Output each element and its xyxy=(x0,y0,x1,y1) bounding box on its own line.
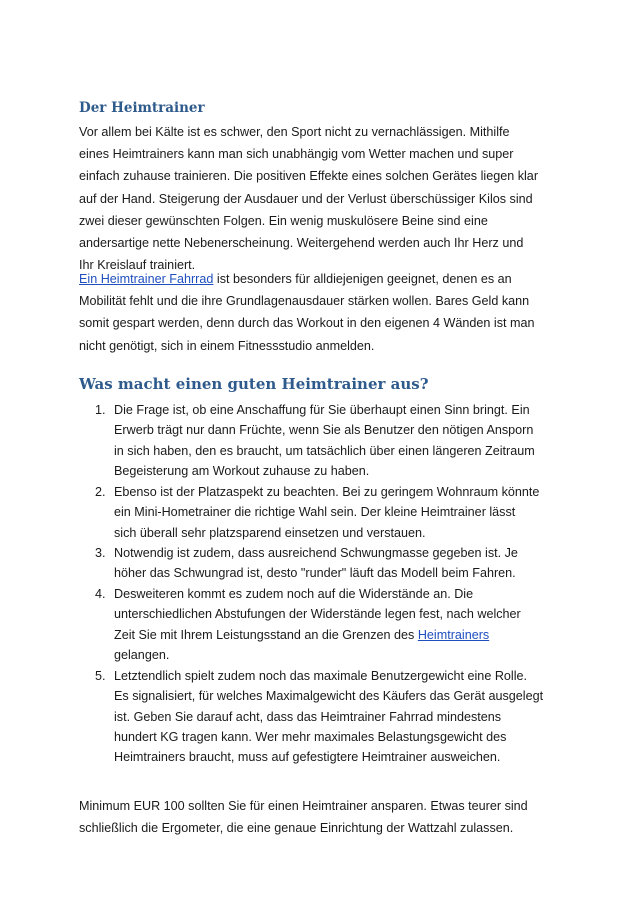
link-heimtrainer-fahrrad[interactable]: Ein Heimtrainer Fahrrad xyxy=(79,272,214,286)
list-item-line xyxy=(114,625,574,645)
list-item-text xyxy=(114,584,574,665)
list-item-text xyxy=(114,666,574,767)
paragraph-line: einfach zuhause trainieren. Die positiven Effekte eines solchen Gerätes liegen klar xyxy=(79,169,539,184)
list-item-line: Letztendlich spielt zudem noch das maximale Benutzergewicht eine Rolle. xyxy=(114,669,528,683)
list-item-text xyxy=(114,400,574,481)
paragraph-fahrrad xyxy=(79,268,569,357)
list-item-line: Es signalisiert, für welches Maximalgewicht des Käufers das Gerät ausgelegt xyxy=(114,689,544,704)
paragraph-line: somit gespart werden, denn durch das Workout in den eigenen 4 Wänden ist man xyxy=(79,316,535,331)
paragraph-line: Vor allem bei Kälte ist es schwer, den Sport nicht zu vernachlässigen. Mithilfe xyxy=(79,125,510,139)
paragraph-line: schließlich die Ergometer, die eine genaue Einrichtung der Wattzahl zulassen. xyxy=(79,821,514,836)
list-item-line: Die Frage ist, ob eine Anschaffung für Sie überhaupt einen Sinn bringt. Ein xyxy=(114,403,530,417)
list-item-line: Heimtrainers braucht, muss auf gefestigtere Heimtrainer ausweichen. xyxy=(114,750,501,765)
list-item-line: ist. Geben Sie darauf acht, dass das Heimtrainer Fahrrad mindestens xyxy=(114,709,502,724)
list-item-line: sich überall sehr platzsparend einsetzen und verstauen. xyxy=(114,525,426,540)
heading-was-macht-einen-guten-heimtrainer-aus: Was macht einen guten Heimtrainer aus? xyxy=(79,375,429,393)
list-item-text xyxy=(114,543,574,584)
paragraph-line: eines Heimtrainers kann man sich unabhängig vom Wetter machen und super xyxy=(79,147,514,162)
list-item-text xyxy=(114,482,574,543)
list-item-line: Begeisterung am Workout zuhause zu haben. xyxy=(114,463,370,478)
paragraph-line xyxy=(79,268,569,290)
heading-der-heimtrainer: Der Heimtrainer xyxy=(79,100,205,116)
paragraph-line: nicht genötigt, sich in einem Fitnessstudio anmelden. xyxy=(79,338,375,353)
list-item-line: höher das Schwungrad ist, desto "runder" läuft das Modell beim Fahren. xyxy=(114,566,516,581)
paragraph-line: andersartige nette Nebenerscheinung. Weitergehend werden auch Ihr Herz und xyxy=(79,236,524,251)
paragraph-minimum xyxy=(79,795,569,839)
list-item-number: 4. xyxy=(95,587,106,601)
paragraph-line: Minimum EUR 100 sollten Sie für einen Heimtrainer ansparen. Etwas teurer sind xyxy=(79,799,528,813)
paragraph-intro xyxy=(79,121,569,276)
paragraph-line: Ihr Kreislauf trainiert. xyxy=(79,258,196,273)
list-item-line: ein Mini-Hometrainer die richtige Wahl sein. Der kleine Heimtrainer lässt xyxy=(114,505,516,520)
list-item-line: unterschiedlichen Abstufungen der Widerstände legen fest, nach welcher xyxy=(114,607,521,622)
list-item-line-prefix: Zeit Sie mit Ihrem Leistungsstand an die Grenzen des xyxy=(114,627,418,642)
paragraph-line: zwei dieser gewünschten Folgen. Ein wenig muskulösere Beine sind eine xyxy=(79,213,488,228)
list-item-line: Ebenso ist der Platzaspekt zu beachten. Bei zu geringem Wohnraum könnte xyxy=(114,485,540,499)
list-item-number: 1. xyxy=(95,403,106,417)
paragraph-line: Mobilität fehlt und die ihre Grundlagenausdauer stärken wollen. Bares Geld kann xyxy=(79,294,530,309)
list-item-number: 2. xyxy=(95,485,106,499)
list-item-line: hundert KG tragen kann. Wer mehr maximales Belastungsgewicht des xyxy=(114,729,507,744)
paragraph-line: auf der Hand. Steigerung der Ausdauer und der Verlust überschüssiger Kilos sind xyxy=(79,191,533,206)
list-item-line: Erwerb trägt nur dann Früchte, wenn Sie als Benutzer den nötigen Ansporn xyxy=(114,423,534,438)
list-item-line: Desweiteren kommt es zudem noch auf die Widerstände an. Die xyxy=(114,587,474,601)
list-item-number: 3. xyxy=(95,546,106,560)
list-item-line: Notwendig ist zudem, dass ausreichend Schwungmasse gegeben ist. Je xyxy=(114,546,518,560)
paragraph-line-rest: ist besonders für alldiejenigen geeignet, denen es an xyxy=(213,272,512,286)
list-item-number: 5. xyxy=(95,669,106,683)
list-item-line: in sich haben, den es braucht, um tatsächlich über einen längeren Zeitraum xyxy=(114,443,535,458)
link-heimtrainers[interactable]: Heimtrainers xyxy=(417,627,490,642)
list-item-line: gelangen. xyxy=(114,647,170,662)
